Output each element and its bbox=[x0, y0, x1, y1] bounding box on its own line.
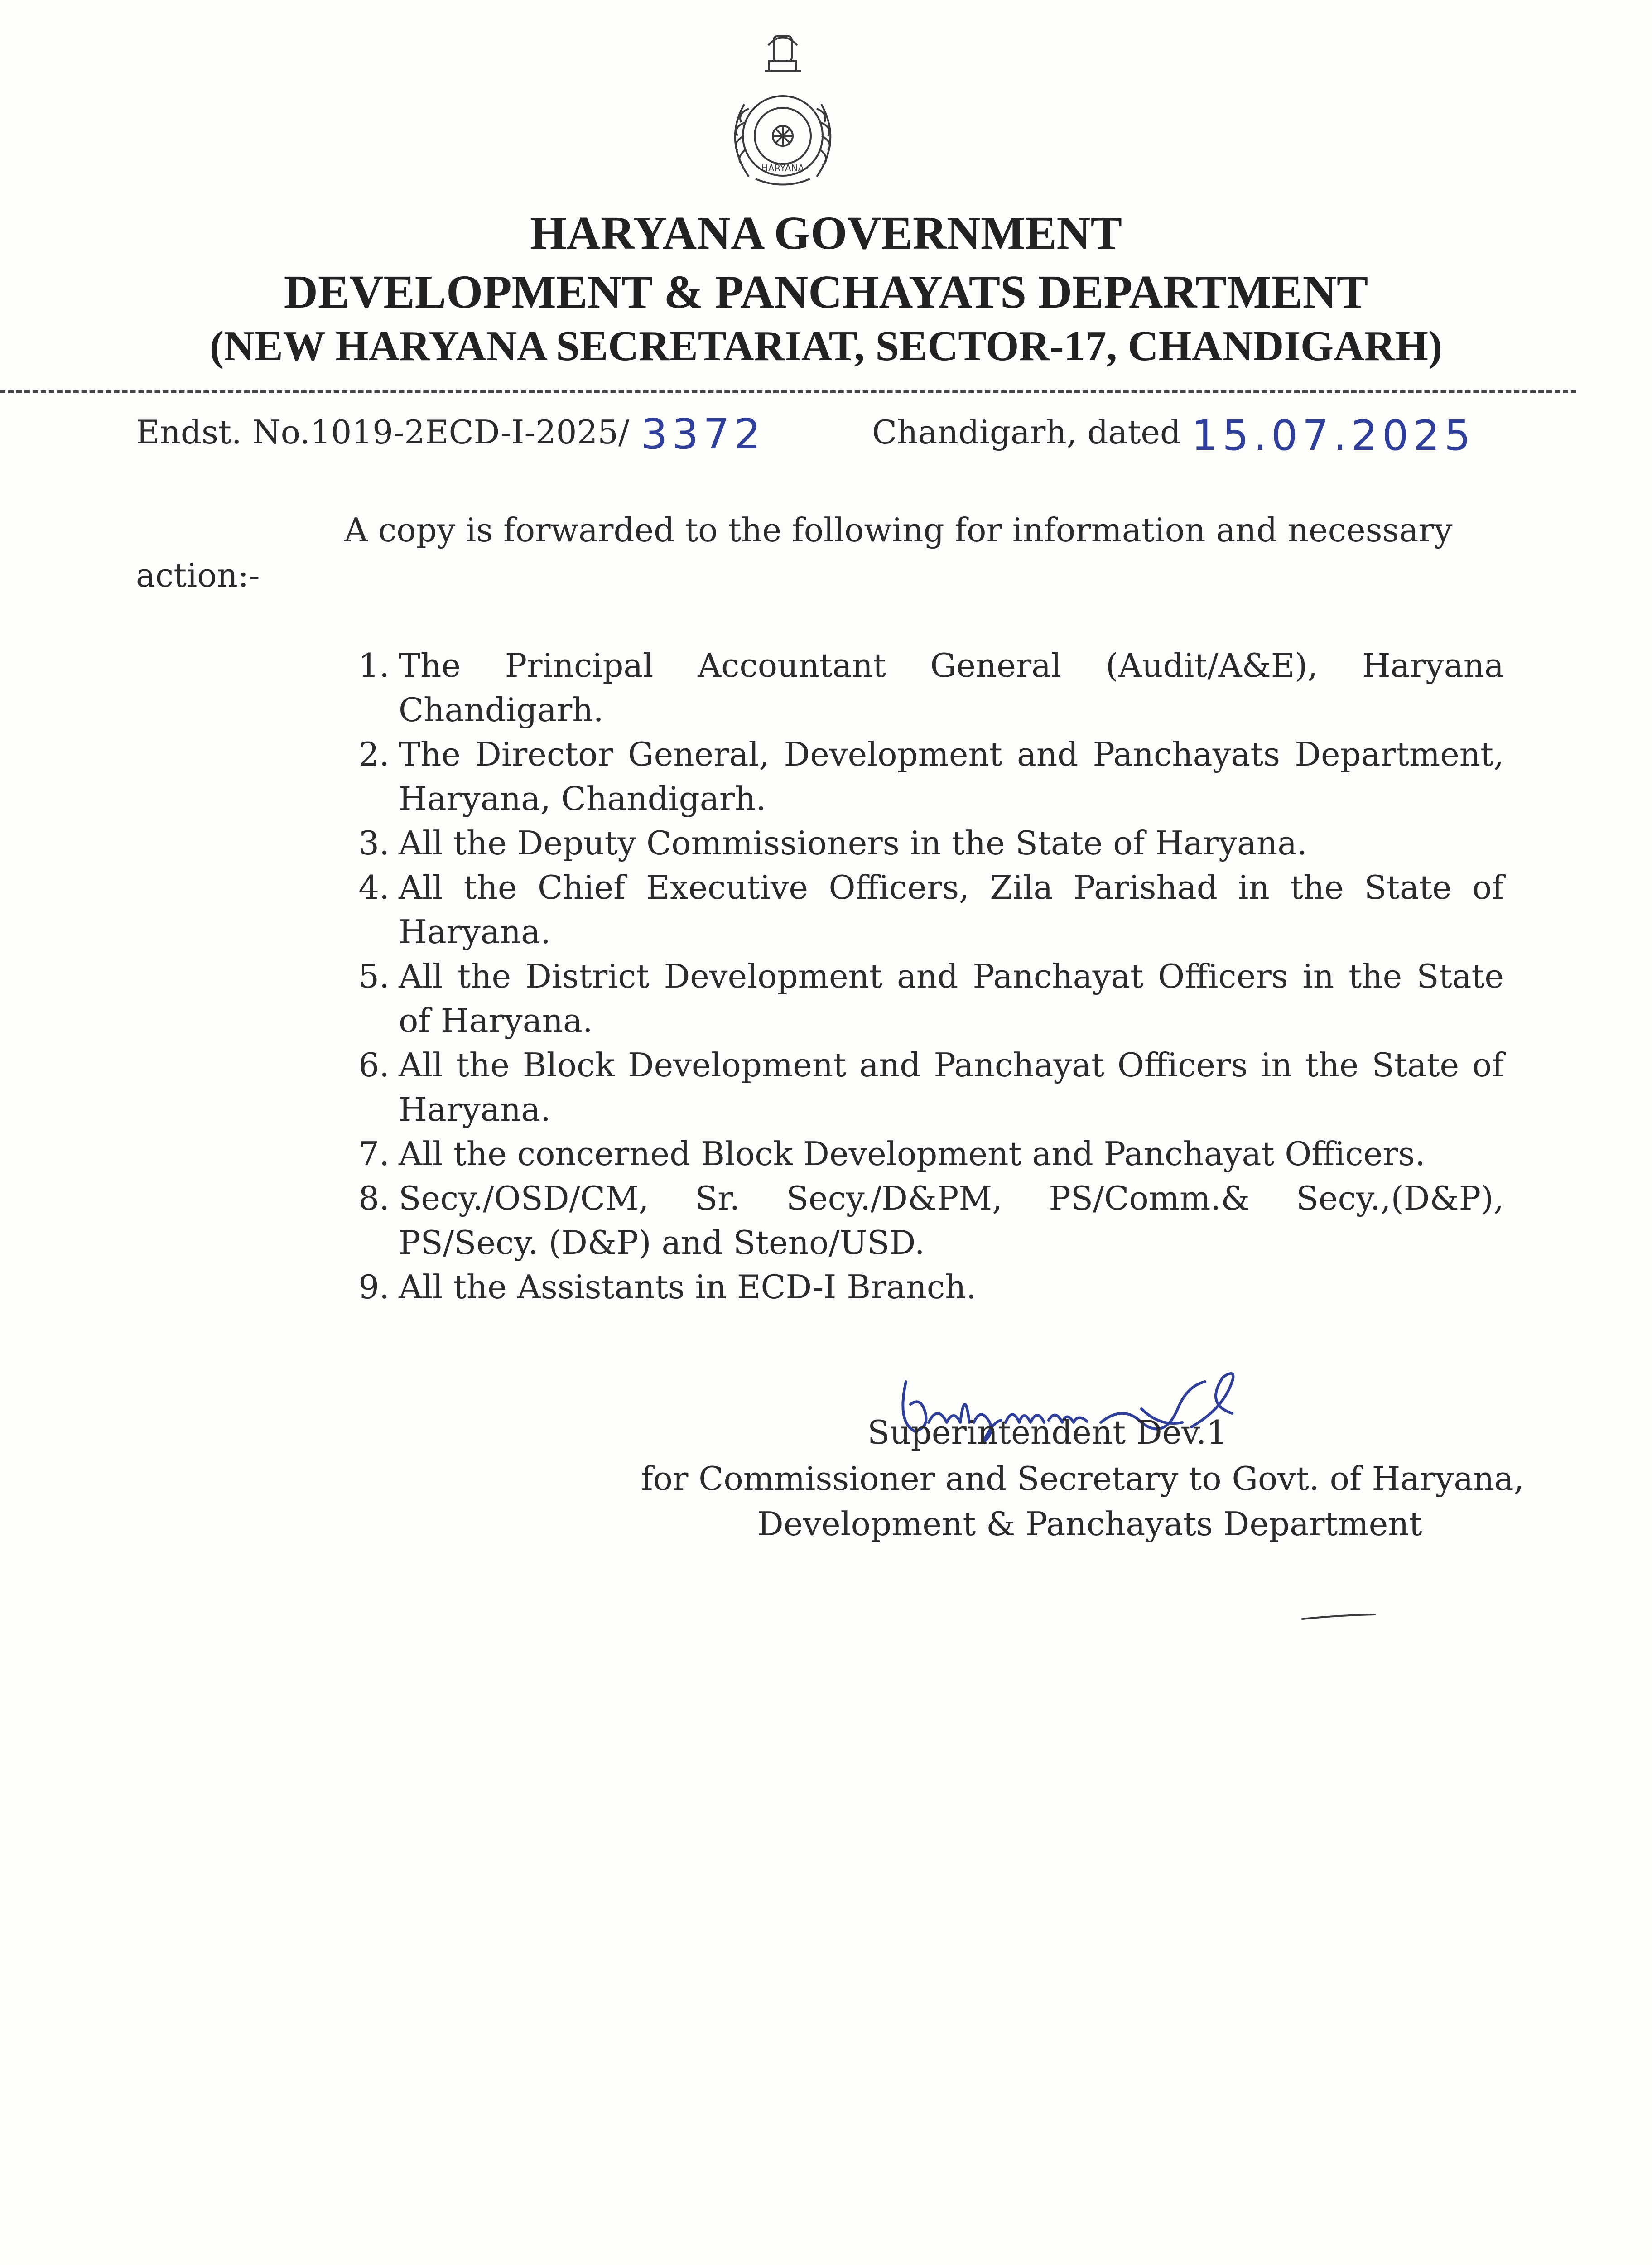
list-text: The Principal Accountant General (Audit/A&E), Haryana Chandigarh. bbox=[399, 646, 1504, 729]
list-number: 8. bbox=[358, 1179, 390, 1217]
list-item bbox=[344, 1043, 1504, 1132]
intro-line: A copy is forwarded to the following for information and necessary bbox=[344, 511, 1453, 549]
date-handwritten: 15.07.2025 bbox=[1191, 411, 1475, 460]
pen-stroke-mark bbox=[1300, 1613, 1377, 1622]
list-number: 5. bbox=[358, 957, 390, 995]
list-text: All the Deputy Commissioners in the State of Haryana. bbox=[399, 824, 1308, 862]
list-number: 4. bbox=[358, 868, 390, 906]
list-number: 9. bbox=[358, 1268, 390, 1306]
list-item bbox=[344, 954, 1504, 1043]
list-text: All the Assistants in ECD-I Branch. bbox=[399, 1268, 977, 1306]
list-text: All the concerned Block Development and Panchayat Officers. bbox=[399, 1135, 1426, 1173]
list-number: 2. bbox=[358, 735, 390, 773]
endorsement-number-handwritten: 3372 bbox=[641, 410, 766, 458]
intro-action: action:- bbox=[136, 556, 260, 594]
signatory-for-line: for Commissioner and Secretary to Govt. of Haryana, bbox=[641, 1460, 1524, 1498]
list-text: Secy./OSD/CM, Sr. Secy./D&PM, PS/Comm.& Secy.,(D&P), PS/Secy. (D&P) and Steno/USD. bbox=[399, 1179, 1504, 1262]
header-divider bbox=[0, 390, 1576, 393]
list-text: All the Block Development and Panchayat Officers in the State of Haryana. bbox=[399, 1046, 1504, 1128]
header-address: (NEW HARYANA SECRETARIAT, SECTOR-17, CHANDIGARH) bbox=[209, 323, 1443, 370]
list-item bbox=[344, 1132, 1504, 1176]
list-text: All the District Development and Panchayat Officers in the State of Haryana. bbox=[399, 957, 1504, 1040]
list-item bbox=[344, 732, 1504, 821]
signatory-department: Development & Panchayats Department bbox=[757, 1505, 1422, 1543]
emblem-text: HARYANA bbox=[761, 163, 804, 173]
endorsement-number: Endst. No.1019-2ECD-I-2025/ bbox=[136, 413, 630, 451]
list-text: All the Chief Executive Officers, Zila Parishad in the State of Haryana. bbox=[399, 868, 1504, 951]
list-text: The Director General, Development and Panchayats Department, Haryana, Chandigarh. bbox=[399, 735, 1504, 818]
list-item bbox=[344, 643, 1504, 732]
signatory-designation: Superintendent Dev.1 bbox=[867, 1413, 1228, 1451]
list-number: 7. bbox=[358, 1135, 390, 1173]
header-government: HARYANA GOVERNMENT bbox=[530, 207, 1122, 259]
list-item bbox=[344, 821, 1504, 865]
place-dated: Chandigarh, dated bbox=[872, 413, 1181, 451]
list-item bbox=[344, 865, 1504, 954]
haryana-emblem-icon bbox=[706, 27, 860, 199]
list-number: 3. bbox=[358, 824, 390, 862]
recipient-list bbox=[344, 643, 1504, 1309]
list-item bbox=[344, 1176, 1504, 1265]
list-item bbox=[344, 1265, 1504, 1309]
list-number: 1. bbox=[358, 646, 390, 684]
header-department: DEVELOPMENT & PANCHAYATS DEPARTMENT bbox=[284, 266, 1368, 318]
list-number: 6. bbox=[358, 1046, 390, 1084]
